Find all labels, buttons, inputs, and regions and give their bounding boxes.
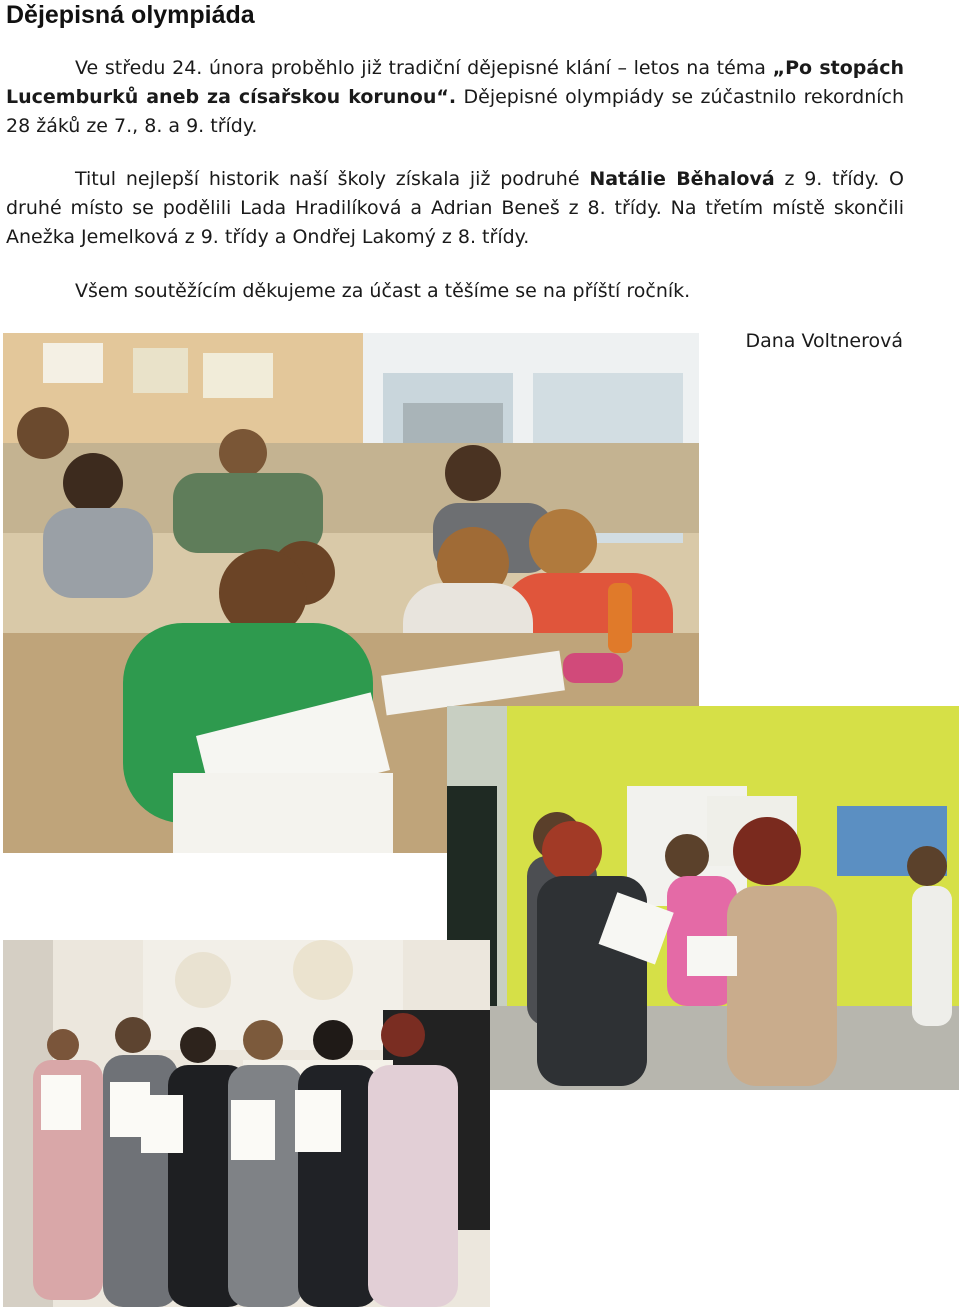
results-text-rest: z 9. třídy. O druhé místo se podělili Lada Hradilíková a Adrian Beneš z 8. třídy. Na třetím místě skončili Anežka Jemelková z 9. třídy a Ondřej Lakomý z 8. třídy. (6, 168, 904, 248)
thanks-text: Všem soutěžícím děkujeme za účast a těšíme se na příští ročník. (75, 280, 691, 302)
intro-theme: „Po stopách Lucemburků aneb za císařskou korunou“. (6, 57, 904, 108)
award-ceremony-photo (447, 706, 959, 1090)
results-paragraph (6, 165, 904, 252)
thanks-paragraph (6, 277, 904, 306)
results-text: Titul nejlepší historik naší školy získala již podruhé (75, 168, 590, 190)
winners-group-photo (3, 940, 490, 1307)
intro-text-rest: Dějepisné olympiády se zúčastnilo rekordních 28 žáků ze 7., 8. a 9. třídy. (6, 86, 905, 137)
page-title: Dějepisná olympiáda (6, 1, 255, 29)
winner-name: Natálie Běhalová (589, 168, 775, 190)
intro-paragraph (6, 54, 904, 141)
author-name: Dana Voltnerová (745, 330, 903, 352)
intro-text: Ve středu 24. února proběhlo již tradiční dějepisné klání – letos na téma (75, 57, 773, 79)
